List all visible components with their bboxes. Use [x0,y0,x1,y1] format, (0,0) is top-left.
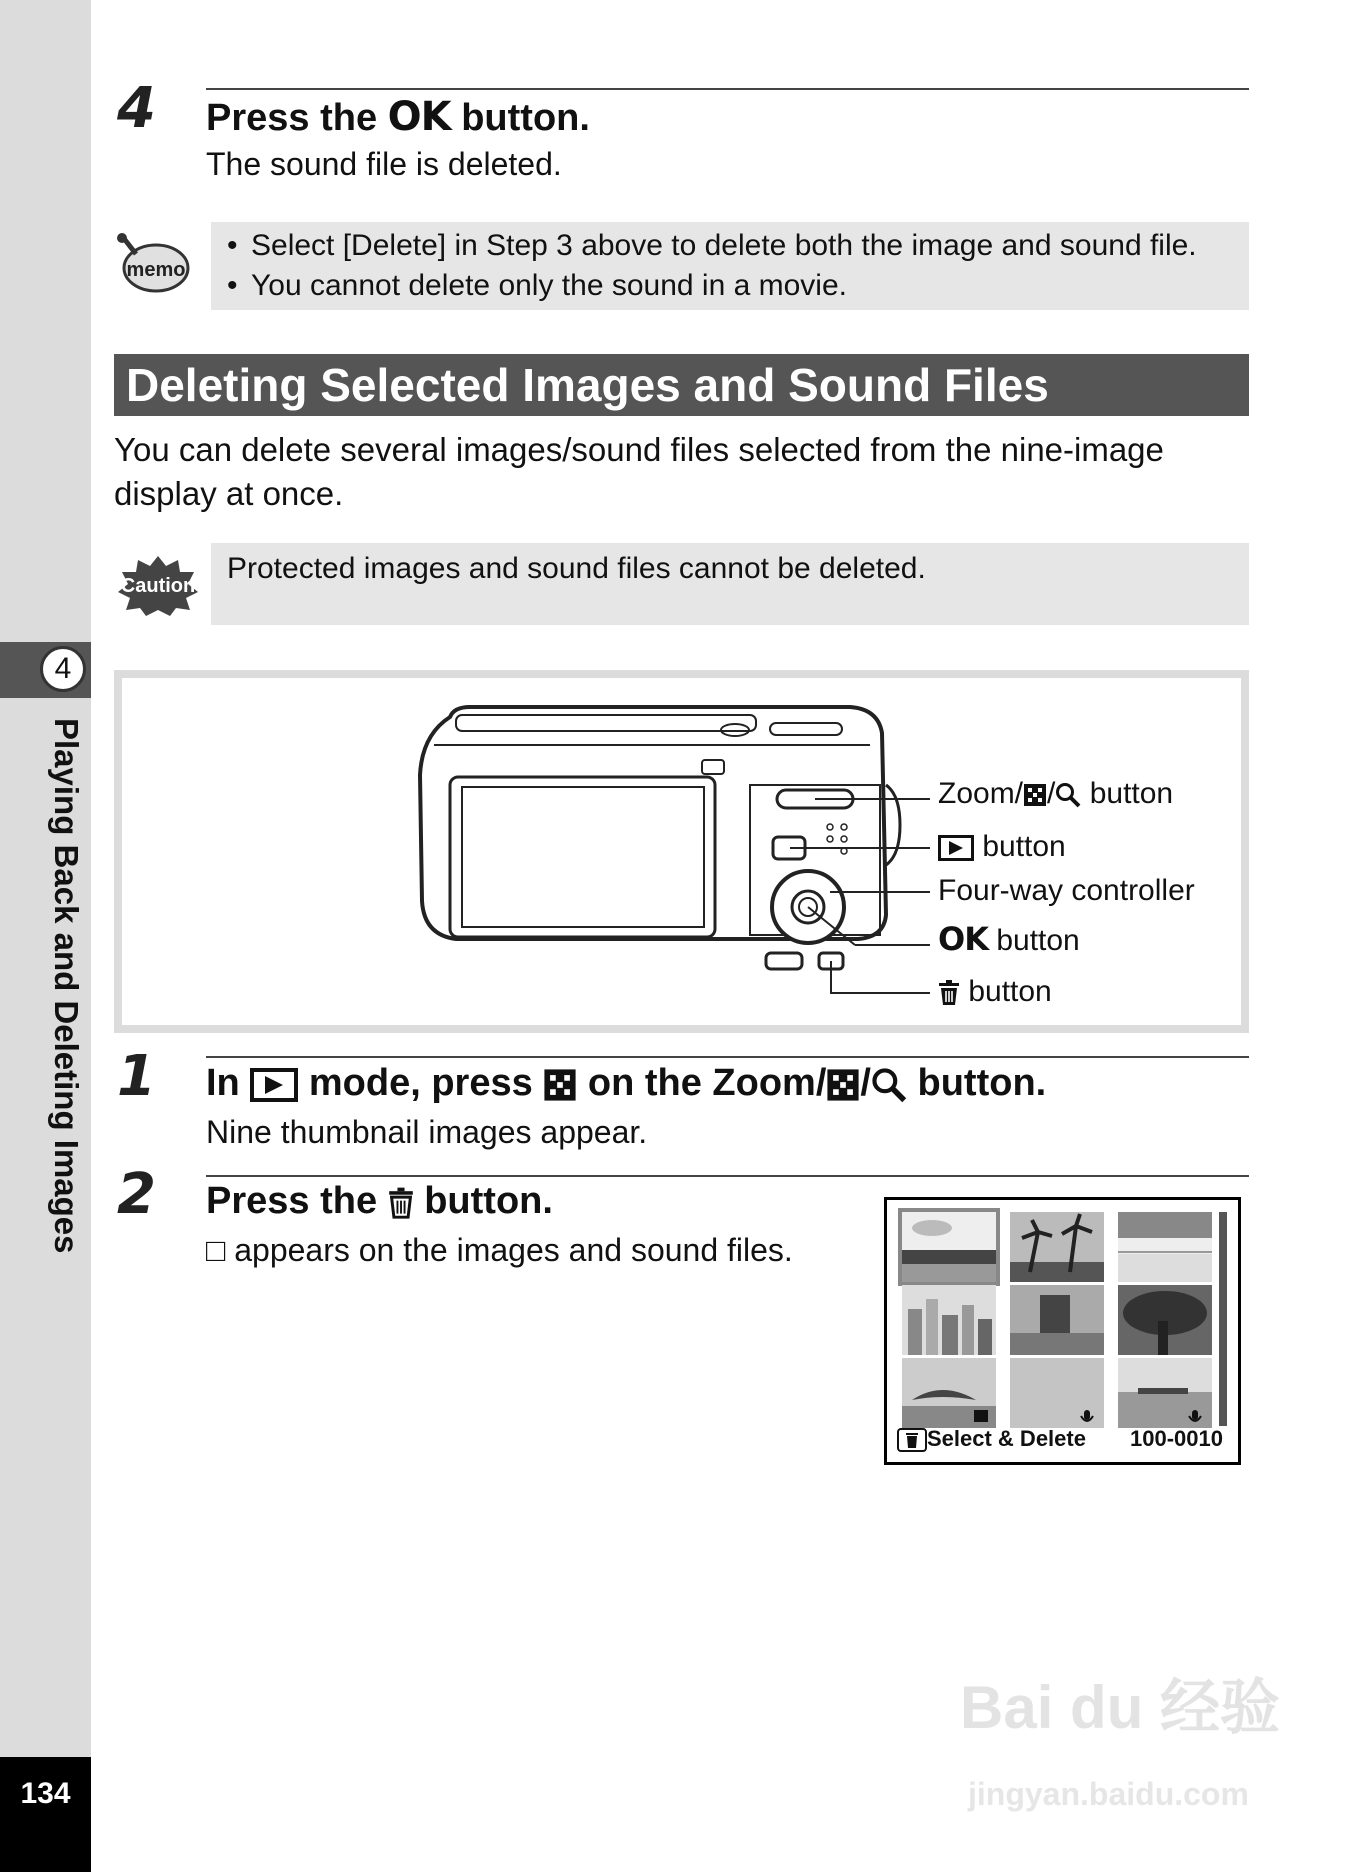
callout-ok-post: button [988,924,1080,957]
camera-back-diagram [410,705,930,1005]
chapter-number: 4 [40,646,86,692]
thumbnail-tower [1010,1285,1104,1355]
step-2-rule [206,1175,1249,1177]
thumbnail-pier-sound [1118,1358,1212,1428]
callout-zoom-pre: Zoom/ [938,777,1024,810]
magnify-icon [871,1067,907,1103]
step-4-heading [206,94,590,140]
memo-icon [116,232,192,299]
thumbnail-beach [902,1212,996,1282]
step-4-number: 4 [117,76,156,141]
playback-icon [938,835,974,861]
callout-zoom-post: button [1081,777,1174,810]
callout-ok-button [938,920,1080,958]
screen-footer [897,1426,1086,1452]
thumbnail-shore [1118,1212,1212,1282]
step-1-heading-part: / [860,1062,871,1104]
thumbnail-palms [1010,1212,1104,1282]
thumbnail-tree [1118,1285,1212,1355]
callout-trash-button [938,975,1052,1009]
watermark-url: jingyan.baidu.com [968,1776,1249,1812]
callout-trash-post: button [960,975,1052,1008]
thumbnail-dolphin-movie [902,1358,996,1428]
playback-icon [250,1068,298,1102]
memo-box [211,222,1249,310]
watermark-brand: Bai du 经验 [960,1674,1281,1741]
screen-footer-label: Select & Delete [927,1426,1086,1451]
step-1-rule [206,1056,1249,1058]
callout-zoom-mid: / [1047,777,1056,810]
callout-playback-button [938,830,1066,864]
step-1-heading-part: mode, press [298,1062,544,1104]
memo-icon-label: memo [126,259,186,281]
step-1-heading-part: In [206,1062,251,1104]
trash-icon [388,1187,414,1219]
section-intro: You can delete several images/sound files selected from the nine-image display at once. [114,431,1164,512]
ok-glyph: OK [387,94,451,140]
step-1-body: Nine thumbnail images appear. [206,1114,648,1150]
trash-icon [938,980,960,1006]
caution-box: Protected images and sound files cannot be deleted. [211,543,1249,625]
callout-four-way-controller: Four-way controller [938,874,1195,907]
callout-playback-post: button [974,830,1066,863]
step-1-number: 1 [117,1044,156,1109]
scrollbar [1219,1212,1227,1426]
magnify-icon [1055,782,1081,808]
step-1-heading-part: on the Zoom/ [577,1062,827,1104]
memo-item: • Select [Delete] in Step 3 above to delete both the image and sound file. [211,226,1249,266]
thumbnail-sound-file [1010,1358,1104,1428]
step-2-heading [206,1180,553,1223]
thumbnail-city [902,1285,996,1355]
step-2-heading-part: Press the [206,1180,388,1222]
chapter-title: Playing Back and Deleting Images [48,718,85,1254]
step-1-heading-part: button. [906,1062,1047,1104]
nine-image-icon [543,1068,577,1102]
page-number: 134 [0,1757,91,1872]
step-4-body: The sound file is deleted. [206,146,562,182]
step-4-heading-pre: Press the [206,97,388,139]
callout-zoom-button [938,777,1173,811]
step-4-heading-post: button. [450,97,590,139]
file-number: 100-0010 [1130,1426,1223,1451]
nine-image-icon [1023,783,1047,807]
step-2-number: 2 [117,1162,156,1227]
step-1-heading [206,1062,1046,1105]
section-title: Deleting Selected Images and Sound Files [114,354,1249,416]
step-4-rule [206,88,1249,90]
step-2-body: □ appears on the images and sound files. [206,1232,793,1268]
trash-key-icon [897,1428,927,1452]
step-2-heading-part: button. [413,1180,553,1222]
nine-image-screen [884,1197,1241,1465]
caution-icon [116,554,200,621]
ok-glyph: OK [938,920,988,958]
nine-image-icon [826,1068,860,1102]
memo-item: • You cannot delete only the sound in a movie. [211,266,1249,306]
caution-icon-label: Caution [120,575,196,597]
